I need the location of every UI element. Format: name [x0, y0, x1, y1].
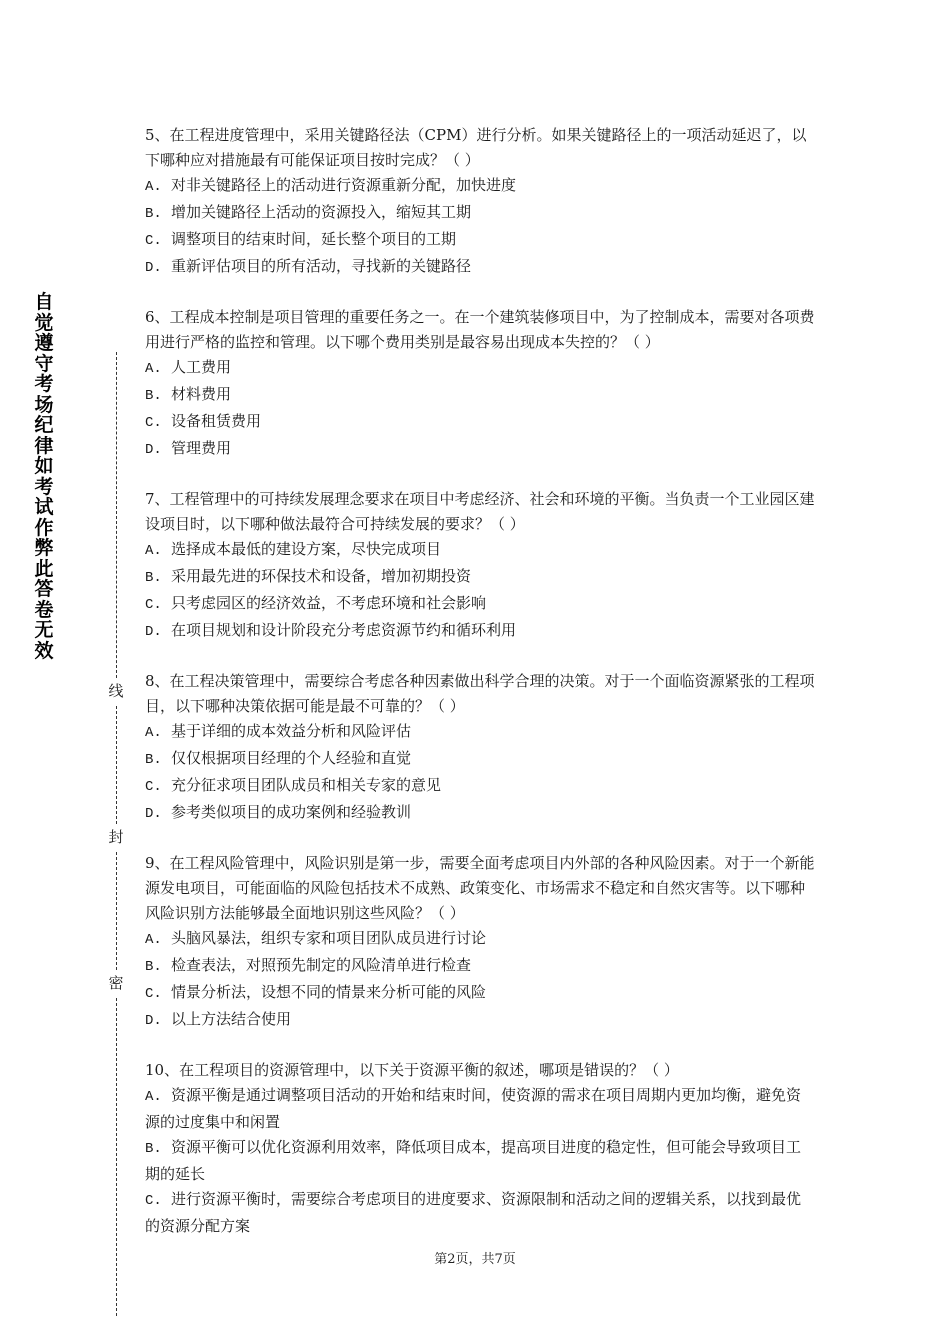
- option-text: 对非关键路径上的活动进行资源重新分配，加快进度: [171, 176, 517, 194]
- option-text: 只考虑园区的经济效益，不考虑环境和社会影响: [171, 594, 487, 612]
- option-b[interactable]: [145, 564, 815, 591]
- option-a[interactable]: [145, 719, 815, 746]
- option-letter: C.: [145, 415, 162, 431]
- binding-margin: [0, 0, 140, 1344]
- option-text: 选择成本最低的建设方案，尽快完成项目: [171, 540, 442, 558]
- seal-label-secret: 密: [108, 974, 124, 992]
- option-letter: C.: [145, 1193, 162, 1209]
- option-b[interactable]: [145, 746, 815, 773]
- question-list: [145, 123, 815, 1263]
- page-footer: 第2页，共7页: [434, 1252, 516, 1267]
- option-letter: D.: [145, 442, 162, 458]
- option-text: 材料费用: [171, 385, 232, 403]
- option-c[interactable]: [145, 409, 815, 436]
- question-10: [145, 1058, 815, 1239]
- option-letter: D.: [145, 260, 162, 276]
- option-text: 充分征求项目团队成员和相关专家的意见: [171, 776, 442, 794]
- option-letter: C.: [145, 779, 162, 795]
- question-8: [145, 669, 815, 827]
- option-letter: B.: [145, 959, 162, 975]
- option-letter: C.: [145, 233, 162, 249]
- binding-dash-line-bottom: [116, 998, 117, 1316]
- option-text: 采用最先进的环保技术和设备，增加初期投资: [171, 567, 472, 585]
- question-stem: 6、工程成本控制是项目管理的重要任务之一。在一个建筑装修项目中，为了控制成本，需要对各项费用进行严格的监控和管理。以下哪个费用类别是最容易出现成本失控的？（ ）: [145, 308, 815, 351]
- option-text: 管理费用: [171, 439, 232, 457]
- option-text: 调整项目的结束时间，延长整个项目的工期: [171, 230, 457, 248]
- option-text: 人工费用: [171, 358, 232, 376]
- option-letter: D.: [145, 1013, 162, 1029]
- option-letter: A.: [145, 932, 162, 948]
- option-d[interactable]: [145, 618, 815, 645]
- option-a[interactable]: [145, 537, 815, 564]
- option-text: 参考类似项目的成功案例和经验教训: [171, 803, 412, 821]
- question-stem: 9、在工程风险管理中，风险识别是第一步，需要全面考虑项目内外部的各种风险因素。对于一个新能源发电项目，可能面临的风险包括技术不成熟、政策变化、市场需求不稳定和自然灾害等。以下哪种风险识别方法能够最全面地识别这些风险？（ ）: [145, 854, 815, 922]
- option-a[interactable]: [145, 173, 815, 200]
- option-c[interactable]: [145, 773, 815, 800]
- option-text: 头脑风暴法，组织专家和项目团队成员进行讨论: [171, 929, 487, 947]
- option-letter: D.: [145, 806, 162, 822]
- option-text: 情景分析法，设想不同的情景来分析可能的风险: [171, 983, 487, 1001]
- option-c[interactable]: [145, 1187, 815, 1239]
- option-text: 以上方法结合使用: [171, 1010, 292, 1028]
- question-stem: 7、工程管理中的可持续发展理念要求在项目中考虑经济、社会和环境的平衡。当负责一个工业园区建设项目时，以下哪种做法最符合可持续发展的要求？（ ）: [145, 490, 815, 533]
- option-text: 基于详细的成本效益分析和风险评估: [171, 722, 412, 740]
- option-b[interactable]: [145, 382, 815, 409]
- binding-dash-line-middle: [116, 706, 117, 824]
- seal-label-line: 线: [108, 682, 124, 700]
- option-letter: B.: [145, 388, 162, 404]
- option-letter: C.: [145, 986, 162, 1002]
- option-a[interactable]: [145, 926, 815, 953]
- option-letter: D.: [145, 624, 162, 640]
- option-d[interactable]: [145, 436, 815, 463]
- question-5: [145, 123, 815, 281]
- option-text: 增加关键路径上活动的资源投入，缩短其工期: [171, 203, 472, 221]
- option-text: 在项目规划和设计阶段充分考虑资源节约和循环利用: [171, 621, 517, 639]
- option-letter: B.: [145, 1141, 162, 1157]
- option-b[interactable]: [145, 200, 815, 227]
- option-letter: A.: [145, 179, 162, 195]
- option-letter: A.: [145, 725, 162, 741]
- option-letter: A.: [145, 543, 162, 559]
- seal-label-seal: 封: [108, 828, 124, 846]
- option-c[interactable]: [145, 591, 815, 618]
- question-stem: 5、在工程进度管理中，采用关键路径法（CPM）进行分析。如果关键路径上的一项活动延迟了，以下哪种应对措施最有可能保证项目按时完成？（ ）: [145, 126, 807, 169]
- option-a[interactable]: [145, 355, 815, 382]
- option-letter: C.: [145, 597, 162, 613]
- option-letter: A.: [145, 1089, 162, 1105]
- option-letter: B.: [145, 752, 162, 768]
- option-a[interactable]: [145, 1083, 815, 1135]
- option-d[interactable]: [145, 1007, 815, 1034]
- binding-dash-line-lower: [116, 852, 117, 970]
- option-b[interactable]: [145, 953, 815, 980]
- option-text: 检查表法，对照预先制定的风险清单进行检查: [171, 956, 472, 974]
- option-c[interactable]: [145, 227, 815, 254]
- option-c[interactable]: [145, 980, 815, 1007]
- question-6: [145, 305, 815, 463]
- option-letter: A.: [145, 361, 162, 377]
- option-text: 仅仅根据项目经理的个人经验和直觉: [171, 749, 412, 767]
- question-9: [145, 851, 815, 1034]
- option-text: 重新评估项目的所有活动，寻找新的关键路径: [171, 257, 472, 275]
- question-stem: 8、在工程决策管理中，需要综合考虑各种因素做出科学合理的决策。对于一个面临资源紧张的工程项目，以下哪种决策依据可能是最不可靠的？（ ）: [145, 672, 815, 715]
- option-text: 资源平衡是通过调整项目活动的开始和结束时间，使资源的需求在项目周期内更加均衡，避免资源的过度集中和闲置: [145, 1086, 802, 1131]
- question-7: [145, 487, 815, 645]
- option-letter: B.: [145, 206, 162, 222]
- option-text: 进行资源平衡时，需要综合考虑项目的进度要求、资源限制和活动之间的逻辑关系，以找到最优的资源分配方案: [145, 1190, 802, 1235]
- option-d[interactable]: [145, 800, 815, 827]
- exam-warning-vertical: 自觉遵守考场纪律如考试作弊此答卷无效: [34, 291, 54, 662]
- option-letter: B.: [145, 570, 162, 586]
- option-text: 资源平衡可以优化资源利用效率，降低项目成本，提高项目进度的稳定性，但可能会导致项目工期的延长: [145, 1138, 802, 1183]
- option-d[interactable]: [145, 254, 815, 281]
- option-text: 设备租赁费用: [171, 412, 262, 430]
- question-stem: 10、在工程项目的资源管理中，以下关于资源平衡的叙述，哪项是错误的？（ ）: [145, 1061, 679, 1079]
- option-b[interactable]: [145, 1135, 815, 1187]
- binding-dash-line-top: [116, 352, 117, 678]
